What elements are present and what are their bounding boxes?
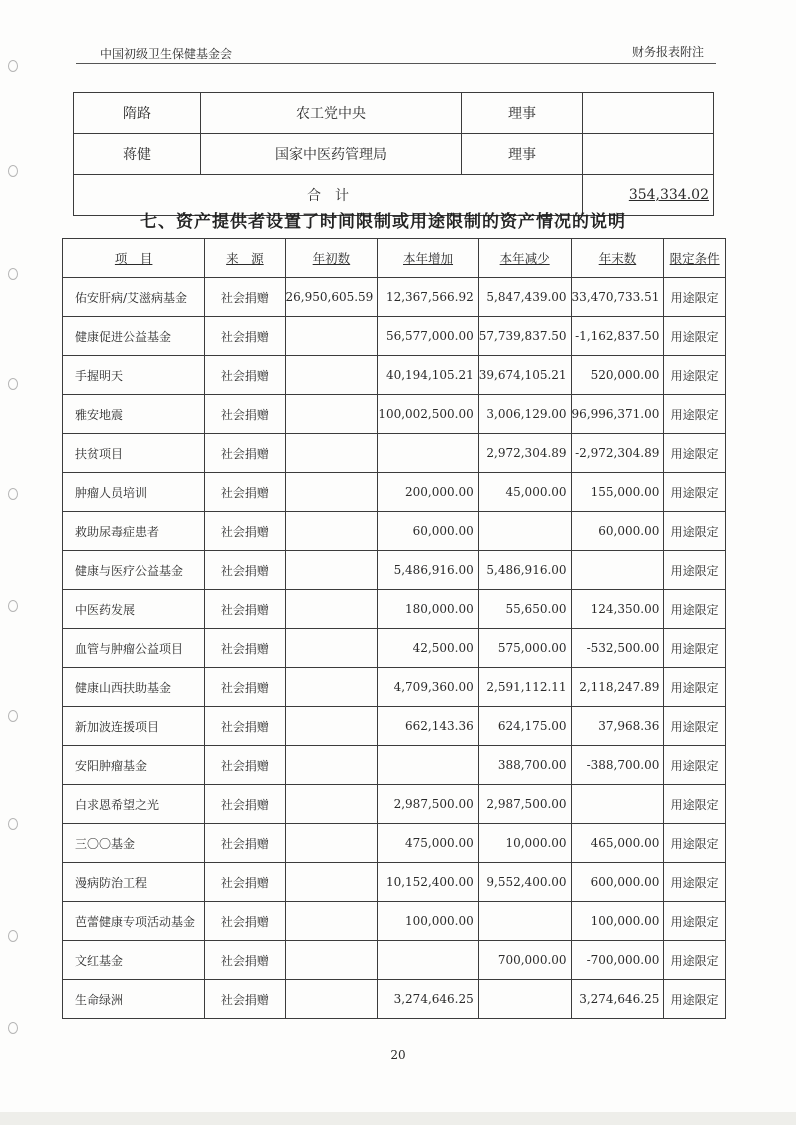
item-source: 社会捐赠: [205, 473, 285, 512]
annual-increase: 56,577,000.00: [378, 317, 478, 356]
closing-balance: 2,118,247.89: [571, 668, 664, 707]
item-name: 新加波连援项目: [63, 707, 205, 746]
member-organization: 农工党中央: [201, 93, 462, 134]
member-name: 蒋健: [74, 134, 201, 175]
table-row: [63, 785, 726, 824]
organization-name: 中国初级卫生保健基金会: [100, 47, 233, 61]
item-name: 扶贫项目: [63, 434, 205, 473]
opening-balance: [285, 707, 378, 746]
binding-hole: [8, 818, 18, 830]
annual-decrease: 57,739,837.50: [478, 317, 571, 356]
binding-hole: [8, 268, 18, 280]
annual-increase: 10,152,400.00: [378, 863, 478, 902]
item-source: 社会捐赠: [205, 785, 285, 824]
annual-increase: 60,000.00: [378, 512, 478, 551]
annual-decrease: 5,486,916.00: [478, 551, 571, 590]
column-header-closing: 年末数: [571, 239, 664, 278]
header-divider: [76, 63, 716, 64]
opening-balance: [285, 746, 378, 785]
annual-increase: 100,000.00: [378, 902, 478, 941]
opening-balance: [285, 668, 378, 707]
column-header-increase: 本年增加: [378, 239, 478, 278]
column-header-condition: 限定条件: [664, 239, 726, 278]
annual-increase: [378, 746, 478, 785]
opening-balance: [285, 512, 378, 551]
annual-decrease: 3,006,129.00: [478, 395, 571, 434]
closing-balance: 3,274,646.25: [571, 980, 664, 1019]
restriction-condition: 用途限定: [664, 356, 726, 395]
table-row: [63, 356, 726, 395]
binding-hole: [8, 378, 18, 390]
restricted-assets-body: [63, 278, 726, 1019]
item-source: 社会捐赠: [205, 824, 285, 863]
table-row: [63, 551, 726, 590]
binding-hole: [8, 600, 18, 612]
item-source: 社会捐赠: [205, 590, 285, 629]
restriction-condition: 用途限定: [664, 551, 726, 590]
annual-increase: 200,000.00: [378, 473, 478, 512]
column-header-decrease: 本年减少: [478, 239, 571, 278]
closing-balance: -700,000.00: [571, 941, 664, 980]
binding-hole: [8, 165, 18, 177]
opening-balance: [285, 434, 378, 473]
opening-balance: 26,950,605.59: [285, 278, 378, 317]
annual-decrease: 2,987,500.00: [478, 785, 571, 824]
opening-balance: [285, 824, 378, 863]
item-name: 手握明天: [63, 356, 205, 395]
restriction-condition: 用途限定: [664, 668, 726, 707]
closing-balance: 124,350.00: [571, 590, 664, 629]
item-name: 三〇〇基金: [63, 824, 205, 863]
restriction-condition: 用途限定: [664, 473, 726, 512]
table-row: [63, 512, 726, 551]
annual-increase: 475,000.00: [378, 824, 478, 863]
annual-decrease: 624,175.00: [478, 707, 571, 746]
member-extra: [583, 134, 714, 175]
restriction-condition: 用途限定: [664, 434, 726, 473]
table-row: [63, 434, 726, 473]
closing-balance: 465,000.00: [571, 824, 664, 863]
item-source: 社会捐赠: [205, 746, 285, 785]
annual-increase: 180,000.00: [378, 590, 478, 629]
closing-balance: 96,996,371.00: [571, 395, 664, 434]
item-name: 生命绿洲: [63, 980, 205, 1019]
table-row: [63, 278, 726, 317]
member-organization: 国家中医药管理局: [201, 134, 462, 175]
opening-balance: [285, 941, 378, 980]
item-source: 社会捐赠: [205, 863, 285, 902]
member-name: 隋路: [74, 93, 201, 134]
item-source: 社会捐赠: [205, 356, 285, 395]
binding-hole: [8, 60, 18, 72]
closing-balance: 37,968.36: [571, 707, 664, 746]
binding-hole: [8, 488, 18, 500]
table-row: [74, 134, 714, 175]
item-source: 社会捐赠: [205, 941, 285, 980]
restriction-condition: 用途限定: [664, 317, 726, 356]
restriction-condition: 用途限定: [664, 863, 726, 902]
restriction-condition: 用途限定: [664, 941, 726, 980]
item-name: 中医药发展: [63, 590, 205, 629]
table-row: [63, 395, 726, 434]
item-source: 社会捐赠: [205, 512, 285, 551]
annual-decrease: 9,552,400.00: [478, 863, 571, 902]
item-name: 救助尿毒症患者: [63, 512, 205, 551]
annual-increase: 4,709,360.00: [378, 668, 478, 707]
item-name: 白求恩希望之光: [63, 785, 205, 824]
item-name: 安阳肿瘤基金: [63, 746, 205, 785]
table-row: [63, 941, 726, 980]
annual-decrease: 2,591,112.11: [478, 668, 571, 707]
item-name: 健康促进公益基金: [63, 317, 205, 356]
total-label: 合 计: [74, 175, 583, 216]
table-row: [63, 902, 726, 941]
total-value: 354,334.02: [628, 187, 709, 203]
page-number: 20: [390, 1048, 406, 1062]
annual-increase: [378, 941, 478, 980]
item-name: 健康山西扶助基金: [63, 668, 205, 707]
closing-balance: -1,162,837.50: [571, 317, 664, 356]
item-source: 社会捐赠: [205, 668, 285, 707]
item-source: 社会捐赠: [205, 707, 285, 746]
closing-balance: 520,000.00: [571, 356, 664, 395]
member-extra: [583, 93, 714, 134]
restriction-condition: 用途限定: [664, 590, 726, 629]
item-source: 社会捐赠: [205, 902, 285, 941]
column-header-item: 项 目: [63, 239, 205, 278]
restriction-condition: 用途限定: [664, 980, 726, 1019]
opening-balance: [285, 551, 378, 590]
table-row: [74, 93, 714, 134]
section-title: 七、资产提供者设置了时间限制或用途限制的资产情况的说明: [140, 212, 626, 232]
opening-balance: [285, 980, 378, 1019]
opening-balance: [285, 863, 378, 902]
restricted-assets-table: [62, 238, 726, 1019]
item-name: 肿瘤人员培训: [63, 473, 205, 512]
closing-balance: 155,000.00: [571, 473, 664, 512]
restriction-condition: 用途限定: [664, 746, 726, 785]
scan-edge: [0, 1112, 796, 1125]
item-name: 血管与肿瘤公益项目: [63, 629, 205, 668]
closing-balance: -2,972,304.89: [571, 434, 664, 473]
annual-increase: 3,274,646.25: [378, 980, 478, 1019]
item-source: 社会捐赠: [205, 551, 285, 590]
annual-decrease: [478, 902, 571, 941]
member-position: 理事: [462, 134, 583, 175]
annual-decrease: [478, 512, 571, 551]
annual-increase: 100,002,500.00: [378, 395, 478, 434]
table-row: [63, 590, 726, 629]
annual-increase: 12,367,566.92: [378, 278, 478, 317]
binding-hole: [8, 1022, 18, 1034]
member-position: 理事: [462, 93, 583, 134]
column-header-opening: 年初数: [285, 239, 378, 278]
item-source: 社会捐赠: [205, 278, 285, 317]
item-source: 社会捐赠: [205, 434, 285, 473]
binding-hole: [8, 930, 18, 942]
closing-balance: 600,000.00: [571, 863, 664, 902]
annual-decrease: 2,972,304.89: [478, 434, 571, 473]
annual-decrease: 55,650.00: [478, 590, 571, 629]
item-name: 健康与医疗公益基金: [63, 551, 205, 590]
annual-decrease: 45,000.00: [478, 473, 571, 512]
closing-balance: [571, 785, 664, 824]
restriction-condition: 用途限定: [664, 824, 726, 863]
item-source: 社会捐赠: [205, 317, 285, 356]
annual-increase: 40,194,105.21: [378, 356, 478, 395]
table-header-row: [63, 239, 726, 278]
opening-balance: [285, 902, 378, 941]
restriction-condition: 用途限定: [664, 629, 726, 668]
item-name: 佑安肝病/艾滋病基金: [63, 278, 205, 317]
restriction-condition: 用途限定: [664, 278, 726, 317]
opening-balance: [285, 395, 378, 434]
table-row: [63, 746, 726, 785]
column-header-source: 来 源: [205, 239, 285, 278]
opening-balance: [285, 590, 378, 629]
annual-increase: 42,500.00: [378, 629, 478, 668]
annual-decrease: 39,674,105.21: [478, 356, 571, 395]
closing-balance: 60,000.00: [571, 512, 664, 551]
annual-decrease: 700,000.00: [478, 941, 571, 980]
document-title: 财务报表附注: [631, 45, 704, 59]
opening-balance: [285, 785, 378, 824]
annual-decrease: 10,000.00: [478, 824, 571, 863]
closing-balance: 33,470,733.51: [571, 278, 664, 317]
opening-balance: [285, 356, 378, 395]
restriction-condition: 用途限定: [664, 902, 726, 941]
opening-balance: [285, 629, 378, 668]
restriction-condition: 用途限定: [664, 707, 726, 746]
opening-balance: [285, 473, 378, 512]
table-row: [63, 980, 726, 1019]
table-row: [63, 668, 726, 707]
table-row: [63, 863, 726, 902]
item-name: 文红基金: [63, 941, 205, 980]
restriction-condition: 用途限定: [664, 785, 726, 824]
annual-increase: 662,143.36: [378, 707, 478, 746]
annual-increase: [378, 434, 478, 473]
item-source: 社会捐赠: [205, 629, 285, 668]
table-row: [63, 707, 726, 746]
table-row: [63, 317, 726, 356]
annual-decrease: 5,847,439.00: [478, 278, 571, 317]
restriction-condition: 用途限定: [664, 395, 726, 434]
opening-balance: [285, 317, 378, 356]
table-row: [63, 824, 726, 863]
annual-increase: 2,987,500.00: [378, 785, 478, 824]
annual-increase: 5,486,916.00: [378, 551, 478, 590]
item-source: 社会捐赠: [205, 395, 285, 434]
item-name: 雅安地震: [63, 395, 205, 434]
annual-decrease: 388,700.00: [478, 746, 571, 785]
closing-balance: 100,000.00: [571, 902, 664, 941]
closing-balance: -532,500.00: [571, 629, 664, 668]
members-table: [73, 92, 714, 216]
table-row: [63, 473, 726, 512]
item-name: 漫病防治工程: [63, 863, 205, 902]
item-source: 社会捐赠: [205, 980, 285, 1019]
closing-balance: [571, 551, 664, 590]
closing-balance: -388,700.00: [571, 746, 664, 785]
table-row: [63, 629, 726, 668]
annual-decrease: 575,000.00: [478, 629, 571, 668]
restriction-condition: 用途限定: [664, 512, 726, 551]
annual-decrease: [478, 980, 571, 1019]
item-name: 芭蕾健康专项活动基金: [63, 902, 205, 941]
binding-hole: [8, 710, 18, 722]
